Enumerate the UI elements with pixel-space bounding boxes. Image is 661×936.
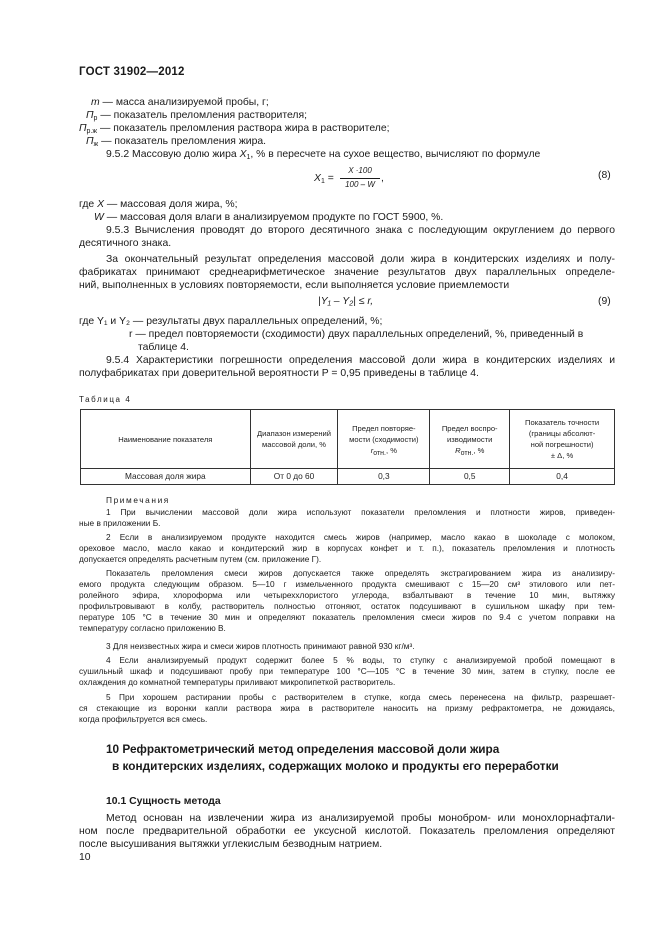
formula-9-number: (9)	[598, 296, 611, 307]
definition-y: где Y₁ и Y₂ — результаты двух параллельных определений, %;	[79, 316, 383, 327]
note-2-line2: ореховое масло, масло какао и кондитерский жир в корпусах конфет и т. п.), показатель преломления и плотность	[79, 543, 615, 553]
definition-r-line1: r — предел повторяемости (сходимости) двух параллельных определений, %, приведенный в	[129, 329, 584, 340]
paragraph-10-1-line2: ном после предварительной обработки ее уксусной кислотой. Показатель преломления определяют	[79, 826, 615, 837]
note-1-line2: ные в приложении Б.	[79, 518, 161, 528]
table-header-row	[81, 410, 615, 469]
note-4-line2: сушильный шкаф и подсушивают пробу при температуре 100 °С—105 °С в течение 30 мин, затем в ступку, после ее	[79, 666, 615, 676]
note-2b-line1: Показатель преломления смеси жиров допускается также определять экстрагированием жира из анализиру-	[106, 568, 615, 578]
note-2b-line6: температуру согласно приложению В.	[79, 623, 226, 633]
result-paragraph-line1: За окончательный результат определения массовой доли жира в кондитерских изделиях и полу-	[106, 254, 615, 265]
header-range: Диапазон измерений массовой доли, %	[250, 410, 338, 469]
note-2-line1: 2 Если в анализируемом продукте находится смесь жиров (например, масло какао в шоколаде с молоком,	[106, 532, 615, 542]
notes-heading: Примечания	[106, 495, 170, 505]
definition-x: где X — массовая доля жира, %;	[79, 199, 238, 210]
clause-9-5-4-line1: 9.5.4 Характеристики погрешности определения массовой доли жира в кондитерских изделиях и	[106, 355, 615, 366]
header-reproducibility: Предел воспро- изводимости $R_{отн.}$, %	[430, 410, 510, 469]
table-4	[80, 409, 615, 485]
page-header: ГОСТ 31902—2012	[79, 66, 185, 78]
section-10-title-line1: 10 Рефрактометрический метод определения массовой доли жира	[106, 742, 500, 756]
page-number: 10	[79, 852, 91, 863]
cell-accuracy: 0,4	[510, 469, 615, 485]
clause-9-5-3-line2: десятичного знака.	[79, 238, 172, 249]
note-4-line3: охлаждения до комнатной температуры приливают микропипеткой растворитель.	[79, 677, 396, 687]
note-5-line1: 5 При хорошем растирании пробы с растворителем в ступке, когда смесь перенесена на фильтр, разрешает-	[106, 692, 615, 702]
note-4-line1: 4 Если анализируемый продукт содержит более 5 % воды, то ступку с анализируемой пробой помещают в	[106, 655, 615, 665]
header-repeatability: Предел повторяе- мости (сходимости) $r_{отн.}$, %	[338, 410, 430, 469]
paragraph-10-1-line1: Метод основан на извлечении жира из анализируемой пробы монобром- или монохлорнафтали-	[106, 813, 615, 824]
paragraph-10-1-line3: после высушивания вытяжки углекислым безводным натрием.	[79, 839, 383, 850]
cell-reproducibility: 0,5	[430, 469, 510, 485]
note-5-line3: когда профильтруется вся смесь.	[79, 714, 208, 724]
note-2b-line5: пературе 105 °С в течение 30 мин и определяют показатель преломления смеси жиров по 9.4 с учетом поправки на	[79, 612, 615, 622]
formula-8-tail: ,	[381, 173, 384, 184]
formula-8-numerator: X ·100	[348, 166, 372, 175]
table-caption: Таблица 4	[79, 395, 132, 404]
clause-9-5-3-line1: 9.5.3 Вычисления проводят до второго десятичного знака с последующим округлением до первого	[106, 225, 615, 236]
subsection-10-1-title: 10.1 Сущность метода	[106, 796, 221, 807]
section-10-title-line2: в кондитерских изделиях, содержащих молоко и продукты его переработки	[112, 759, 559, 773]
definition-pr: $П_р$ — показатель преломления растворителя;	[86, 110, 307, 122]
definition-prj: $П_{р.ж}$ — показатель преломления раствора жира в растворителе;	[79, 123, 390, 135]
formula-9: |Y₁ – Y₂| ≤ r,	[318, 296, 374, 307]
cell-repeatability: 0,3	[338, 469, 430, 485]
formula-8-lhs: $X_1$ =	[314, 173, 334, 185]
note-2b-line3: ролейного эфира, хлороформа или четыреххлористого углерода, взбалтывают в течение 10 мин, вытяжку	[79, 590, 615, 600]
definition-pj: $П_ж$ — показатель преломления жира.	[86, 136, 267, 148]
formula-8-fraction-line	[340, 178, 380, 179]
header-accuracy: Показатель точности (границы абсолют- ной погрешности) ± Δ, %	[510, 410, 615, 469]
result-paragraph-line3: ний, выполненных в условиях повторяемости, если выполняется условие приемлемости	[79, 280, 510, 291]
table-row	[81, 469, 615, 485]
header-name: Наименование показателя	[81, 410, 251, 469]
note-3: 3 Для неизвестных жира и смеси жиров плотность принимают равной 930 кг/м³.	[106, 641, 415, 651]
cell-name: Массовая доля жира	[81, 469, 251, 485]
result-paragraph-line2: фабрикатах принимают среднеарифметическое значение результатов двух параллельных определе-	[79, 267, 615, 278]
formula-8-denominator: 100 – W	[345, 180, 375, 189]
cell-range: От 0 до 60	[250, 469, 338, 485]
note-2b-line2: емого продукта следующим образом. 5—10 г измельченного продукта смешивают с 15—20 см³ этилового или пет-	[79, 579, 615, 589]
formula-8-number: (8)	[598, 170, 611, 181]
note-5-line2: ся стекающие из воронки капли раствора жира в растворителе наносить на призму рефрактометра, не дожидаясь,	[79, 703, 615, 713]
note-2b-line4: профильтровывают в колбу, растворитель полностью отгоняют, остаток подсушивают в сушильном шкафу при тем-	[79, 601, 615, 611]
clause-9-5-4-line2: полуфабрикатах при доверительной вероятности P = 0,95 приведены в таблице 4.	[79, 368, 479, 379]
definition-w: W — массовая доля влаги в анализируемом продукте по ГОСТ 5900, %.	[94, 212, 444, 223]
definition-m: m — масса анализируемой пробы, г;	[91, 97, 269, 108]
note-1-line1: 1 При вычислении массовой доли жира используют показатели преломления и плотности жиров, приведен-	[106, 507, 615, 517]
note-2-line3: допускается определять расчетным путем (см. приложение Г).	[79, 554, 322, 564]
clause-9-5-2: 9.5.2 Массовую долю жира $X_1$, % в пересчете на сухое вещество, вычисляют по формуле	[106, 149, 541, 161]
definition-r-line2: таблице 4.	[138, 342, 189, 353]
